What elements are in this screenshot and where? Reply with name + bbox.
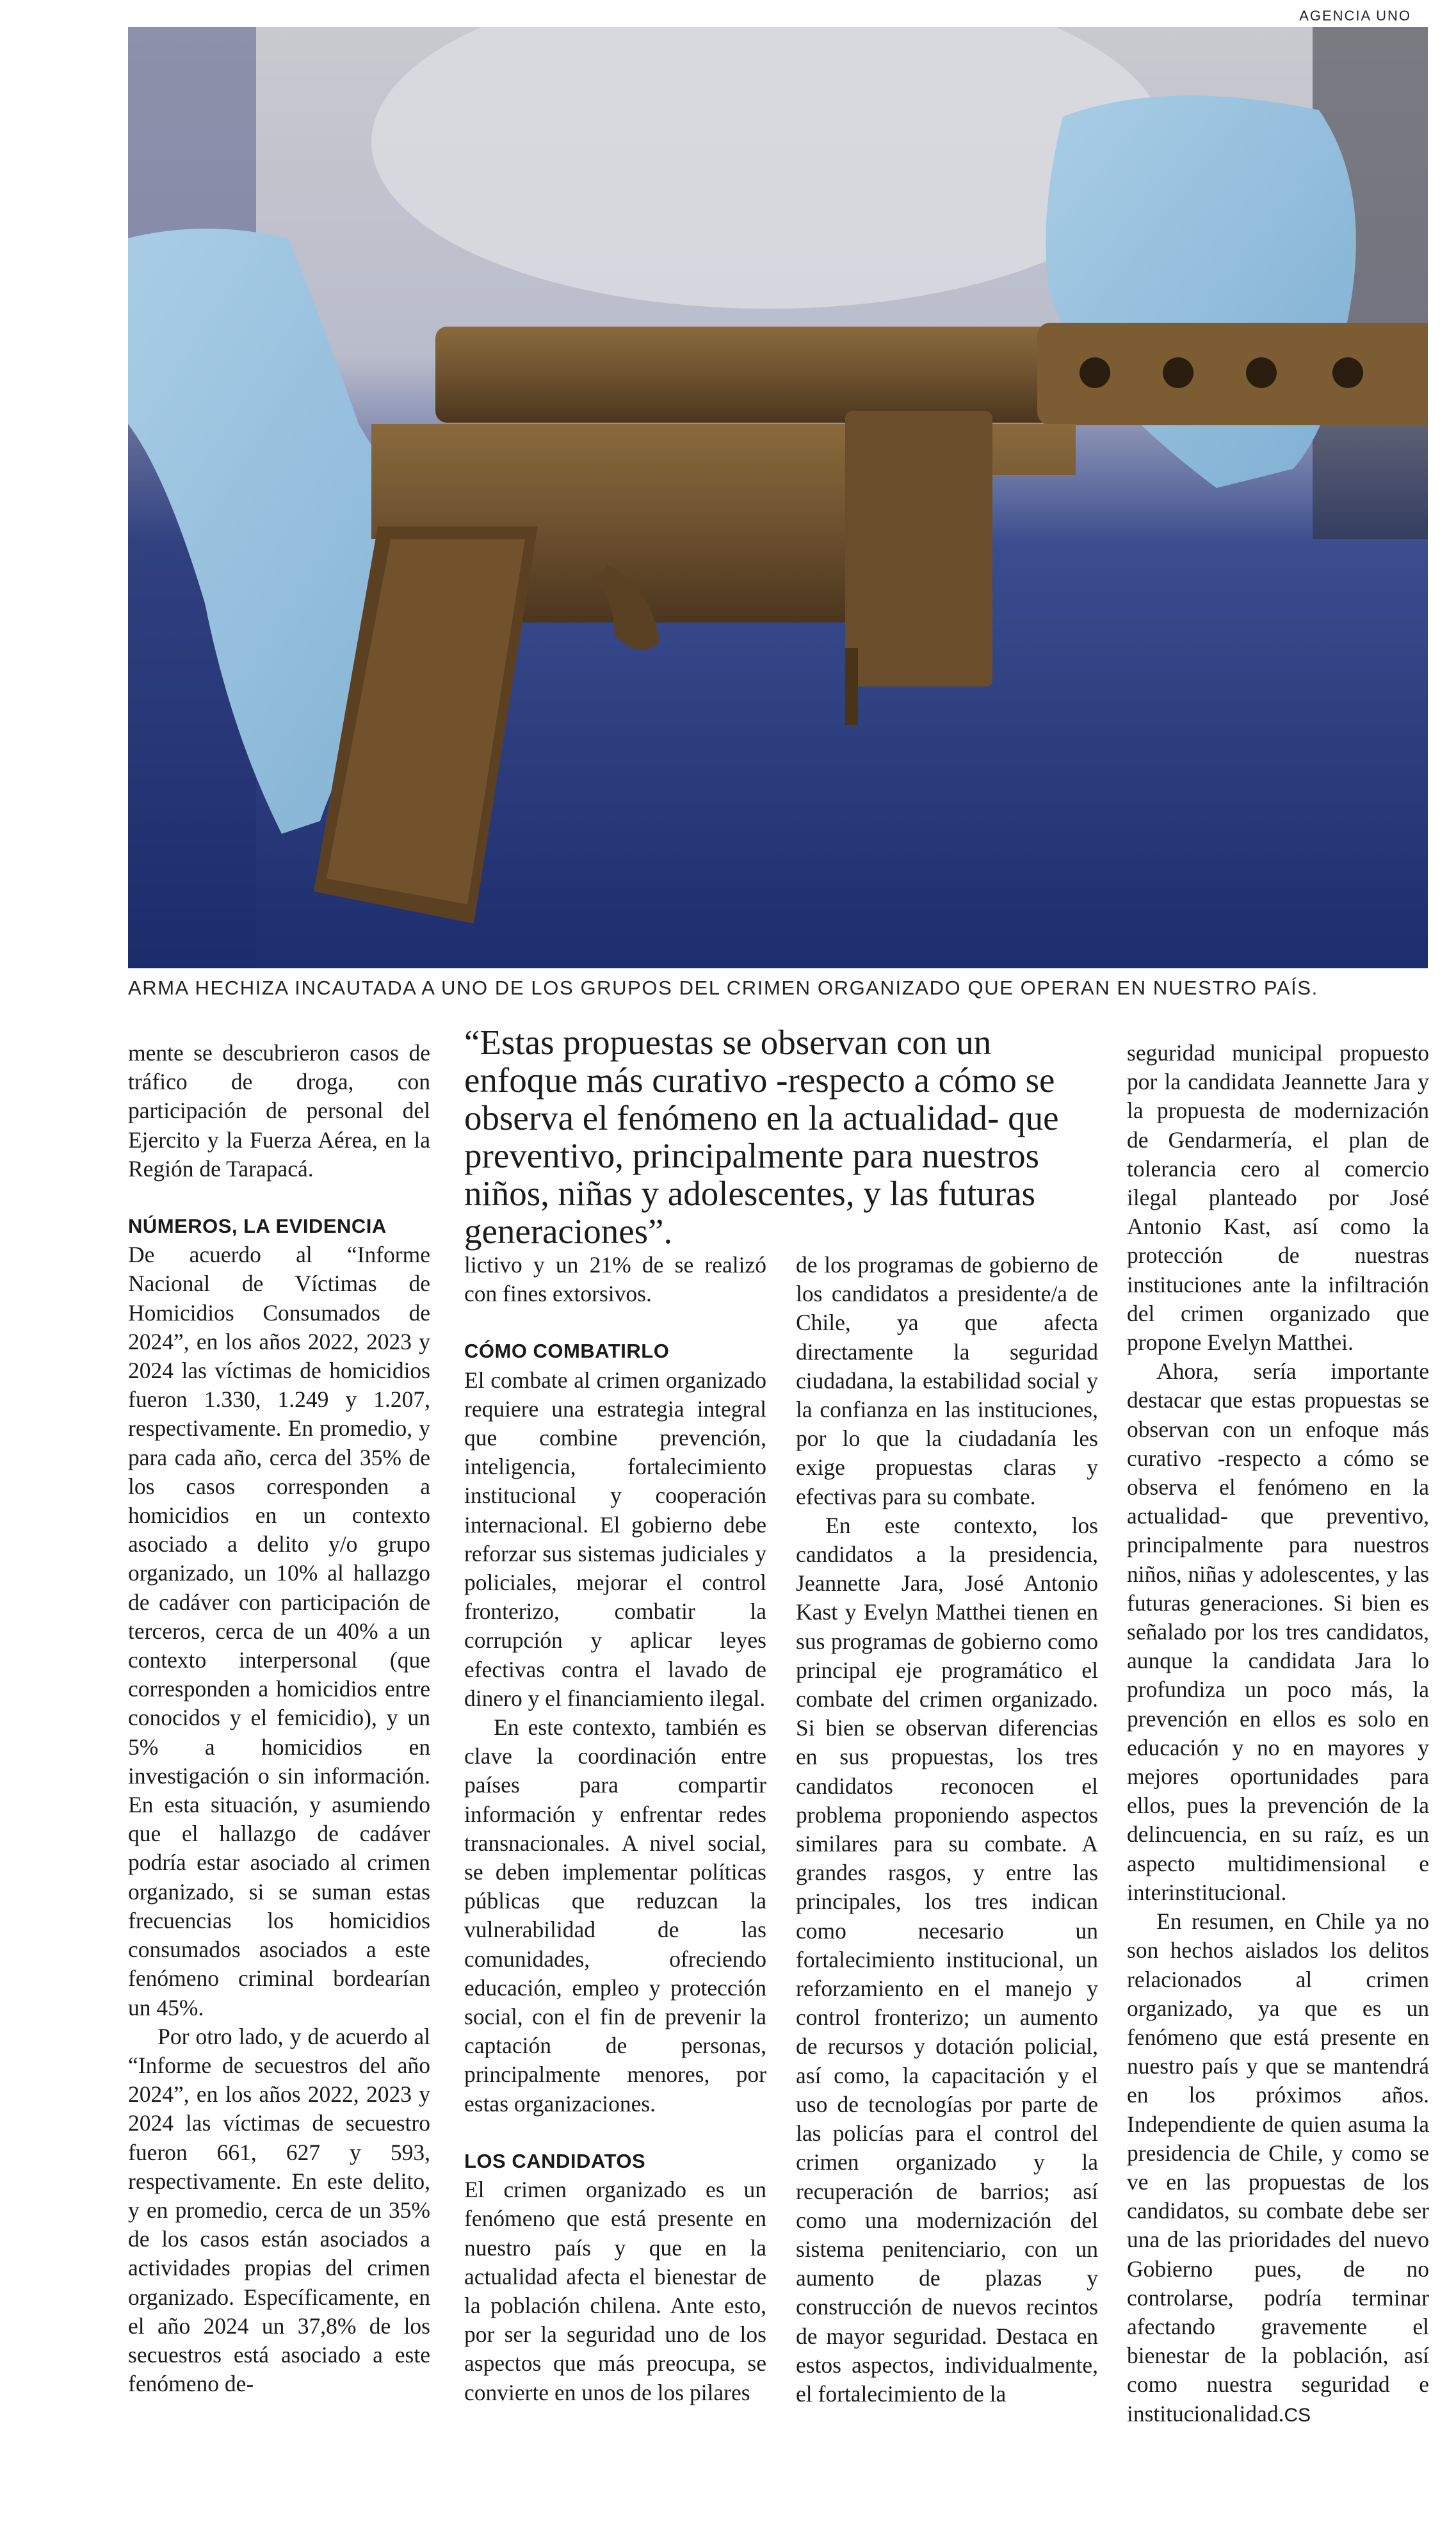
section-heading: LOS CANDIDATOS [464,2149,646,2172]
paragraph: lictivo y un 21% de se realizó con fines extorsivos. [464,1252,766,1307]
paragraph: Por otro lado, y de acuerdo al “Informe de secuestros del año 2024”, en los años 2022, 2023 y 2024 las víctimas de secuestro fueron 661, 627 y 593, respectivamente. En este delito, y en promedio, cerca de un 35% de los casos están asociados a actividades propias del crimen organizado. Específicamente, en el año 2024 un 37,8% de los secuestros está asociado a este fenómeno de- [128,2023,430,2397]
paragraph: mente se descubrieron casos de tráfico de droga, con participación de personal del Ejercito y la Fuerza Aérea, en la Región de Tarapacá. [128,1040,430,1182]
paragraph: seguridad municipal propuesto por la candidata Jeannette Jara y la propuesta de modernización de Gendarmería, el plan de tolerancia cero al comercio ilegal planteado por José Antonio Kast, así como la protección de nuestras instituciones ante la infiltración del crimen organizado que propone Evelyn Matthei. [1127,1040,1429,1356]
column-1 [128,1039,430,2398]
paragraph: El combate al crimen organizado requiere una estrategia integral que combine prevención, inteligencia, fortalecimiento institucional y cooperación internacional. El gobierno debe reforzar sus sistemas judiciales y policiales, mejorar el control fronterizo, combatir la corrupción y aplicar leyes efectivas contra el lavado de dinero y el financiamiento ilegal. [464,1367,766,1711]
photo-credit: AGENCIA UNO [1299,8,1411,24]
paragraph [1127,1907,1429,2430]
photo-caption: ARMA HECHIZA INCAUTADA A UNO DE LOS GRUPOS DEL CRIMEN ORGANIZADO QUE OPERAN EN NUESTRO PAÍS. [128,977,1318,999]
section-heading: CÓMO COMBATIRLO [464,1340,670,1363]
paragraph-text: En resumen, en Chile ya no son hechos aislados los delitos relacionados al crimen organizado, ya que es un fenómeno que está presente en nuestro país y que se mantendrá en los próximos años. Independiente de quien asuma la presidencia de Chile, y como se ve en las propuestas de los candidatos, su combate debe ser una de las prioridades del nuevo Gobierno pues, de no controlarse, podría terminar afectando gravemente el bienestar de la población, así como nuestra seguridad e institucionalidad. [1127,1908,1429,2426]
column-4 [1127,1039,1429,2430]
paragraph: Ahora, sería importante destacar que estas propuestas se observan con un enfoque más curativo -respecto a cómo se observa el fenómeno en la actualidad- que preventivo, principalmente para nuestros niños, niñas y adolescentes, y las futuras generaciones. Si bien es señalado por los tres candidatos, aunque la candidata Jara lo profundiza un poco más, la prevención en ellos es solo en educación y no en mayores y mejores oportunidades para ellos, pues la prevención de la delincuencia, en su raíz, es un aspecto multidimensional e interinstitucional. [1127,1358,1429,1905]
paragraph: En este contexto, también es clave la coordinación entre países para compartir información y enfrentar redes transnacionales. A nivel social, se deben implementar políticas públicas que reduzcan la vulnerabilidad de las comunidades, ofreciendo educación, empleo y protección social, con el fin de prevenir la captación de personas, principalmente menores, por estas organizaciones. [464,1714,766,2117]
paragraph: de los programas de gobierno de los candidatos a presidente/a de Chile, ya que afecta directamente la seguridad ciudadana, la estabilidad social y la confianza en las instituciones, por lo que la ciudadanía les exige propuestas claras y efectivas para su combate. [796,1252,1098,1509]
end-mark: CS [1284,2404,1311,2426]
paragraph: De acuerdo al “Informe Nacional de Víctimas de Homicidios Consumados de 2024”, en los años 2022, 2023 y 2024 las víctimas de homicidios fueron 1.330, 1.249 y 1.207, respectivamente. En promedio, y para cada año, cerca del 35% de los casos corresponden a homicidios en un contexto asociado a delito y/o grupo organizado, un 10% al hallazgo de cadáver con participación de terceros, cerca de un 40% a un contexto interpersonal (que corresponden a homicidios entre conocidos y el femicidio), y un 5% a homicidios en investigación o sin información. En esta situación, y asumiendo que el hallazgo de cadáver podría estar asociado al crimen organizado, si se suman estas frecuencias los homicidios consumados asociados a este fenómeno criminal bordearían un 45%. [128,1242,430,2020]
paragraph: El crimen organizado es un fenómeno que está presente en nuestro país y que en la actualidad afecta el bienestar de la población chilena. Ante esto, por ser la seguridad uno de los aspectos que más preocupa, se convierte en unos de los pilares [464,2177,766,2405]
weapon-photo [128,27,1428,968]
column-3 [796,1251,1098,2409]
section-heading: NÚMEROS, LA EVIDENCIA [128,1215,387,1238]
pull-quote: “Estas propuestas se observan con un enfoque más curativo -respecto a cómo se observa el fenómeno en la actualidad- que preventivo, principalmente para nuestros niños, niñas y adolescentes, y las futuras generaciones”. [464,1023,1059,1251]
paragraph: En este contexto, los candidatos a la presidencia, Jeannette Jara, José Antonio Kast y Evelyn Matthei tienen en sus programas de gobierno como principal eje programático el combate del crimen organizado. Si bien se observan diferencias en sus propuestas, los tres candidatos reconocen el problema proponiendo aspectos similares para su combate. A grandes rasgos, y entre las principales, los tres indican como necesario un fortalecimiento institucional, un reforzamiento en el manejo y control fronterizo; un aumento de recursos y dotación policial, así como, la capacitación y el uso de tecnologías por parte de las policías para el control del crimen organizado y la recuperación de barrios; así como una modernización del sistema penitenciario, con un aumento de plazas y construcción de nuevos recintos de mayor seguridad. Destaca en estos aspectos, individualmente, el fortalecimiento de la [796,1512,1098,2407]
column-2 [464,1251,766,2407]
